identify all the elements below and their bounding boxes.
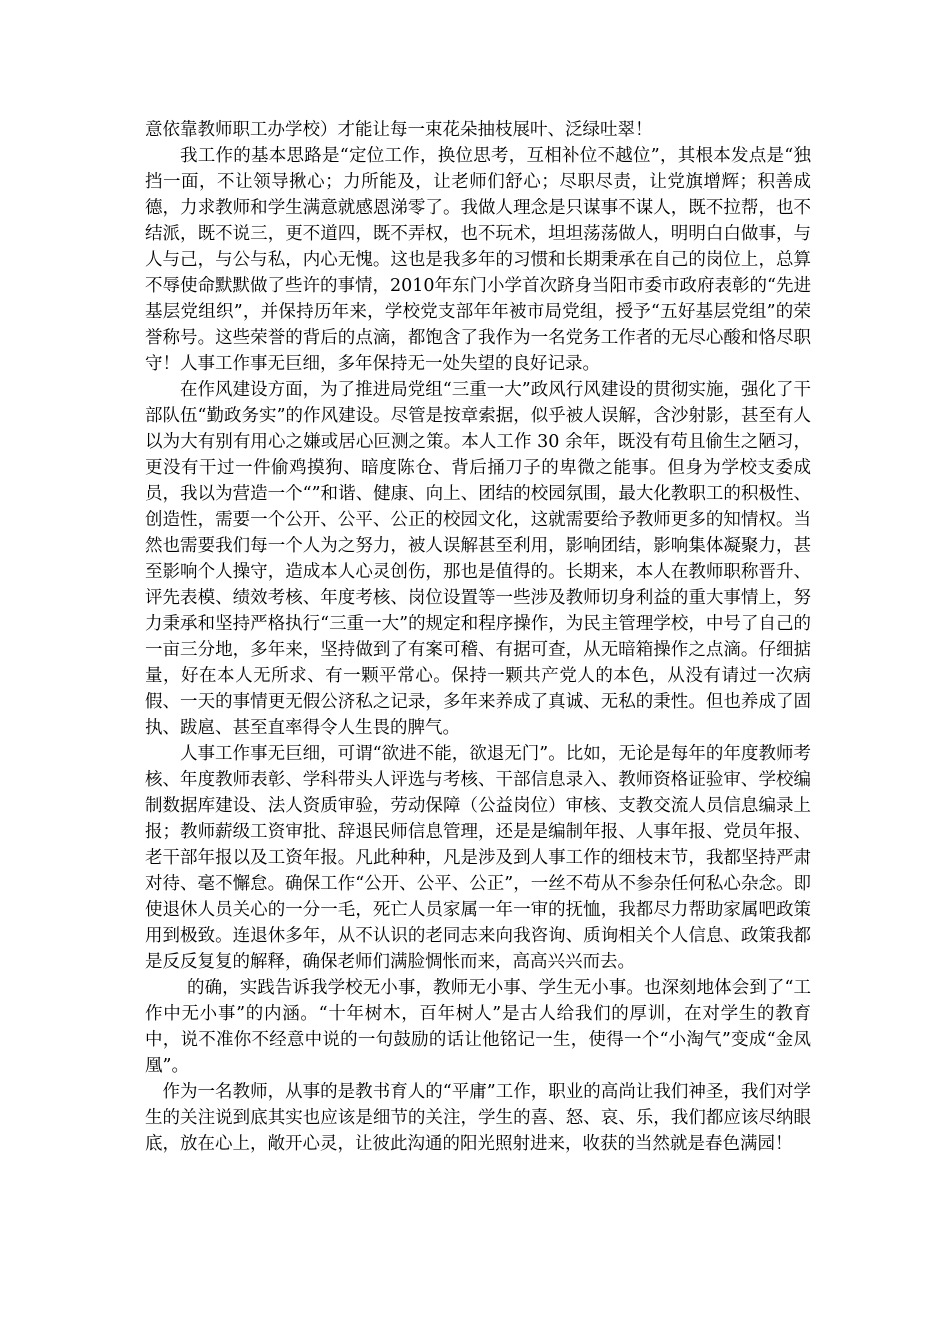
paragraph-no-small-matters: 的确，实践告诉我学校无小事，教师无小事、学生无小事。也深刻地体会到了“工作中无小事”的内涵。“十年树木，百年树人”是古人给我们的厚训，在对学生的教育中，说不准你不经意中说的一句鼓励的话让他铭记一生，使得一个“小淘气”变成“金凤凰”。: [145, 978, 811, 1076]
paragraph-as-a-teacher: 作为一名教师，从事的是教书育人的“平庸”工作，职业的高尚让我们神圣，我们对学生的关注说到底其实也应该是细节的关注，学生的喜、怒、哀、乐，我们都应该尽纳眼底，放在心上，敞开心灵，让彼此沟通的阳光照射进来，收获的当然就是春色满园！: [145, 1082, 811, 1154]
body-text: [145, 117, 811, 1157]
paragraph-work-style: 在作风建设方面，为了推进局党组“三重一大”政风行风建设的贯彻实施，强化了干部队伍“勤政务实”的作风建设。尽管是按章索据，似乎被人误解，含沙射影，甚至有人以为大有别有用心之嫌或居心叵测之策。本人工作 30 余年，既没有苟且偷生之陋习，更没有干过一件偷鸡摸狗、暗度陈仓、背后捅刀子的卑微之能事。但身为学校支委成员，我以为营造一个“”和谐、健康、向上、团结的校园氛围，最大化教职工的积极性、创造性，需要一个公开、公平、公正的校园文化，这就需要给予教师更多的知情权。当然也需要我们每一个人为之努力，被人误解甚至利用，影响团结，影响集体凝聚力，甚至影响个人操守，造成本人心灵创伤，那也是值得的。长期来，本人在教师职称晋升、评先表模、绩效考核、年度考核、岗位设置等一些涉及教师切身利益的重大事情上，努力秉承和坚持严格执行“三重一大”的规定和程序操作，为民主管理学校，中号了自己的一亩三分地，多年来，坚持做到了有案可稽、有据可查，从无暗箱操作之点滴。仔细掂量，好在本人无所求、有一颗平常心。保持一颗共产党人的本色，从没有请过一次病假、一天的事情更无假公济私之记录，多年来养成了真诚、无私的秉性。但也养成了固执、跋扈、甚至直率得令人生畏的脾气。: [145, 380, 811, 738]
paragraph-personnel-work: 人事工作事无巨细，可谓“欲进不能，欲退无门”。比如，无论是每年的年度教师考核、年度教师表彰、学科带头人评选与考核、干部信息录入、教师资格证验审、学校编制数据库建设、法人资质审验，劳动保障（公益岗位）审核、支教交流人员信息编录上报；教师薪级工资审批、辞退民师信息管理，还是是编制年报、人事年报、党员年报、老干部年报以及工资年报。凡此种种，凡是涉及到人事工作的细枝末节，我都坚持严肃对待、毫不懈怠。确保工作“公开、公平、公正”，一丝不苟从不参杂任何私心杂念。即使退休人员关心的一分一毛，死亡人员家属一年一审的抚恤，我都尽力帮助家属吧政策用到极致。连退休多年，从不认识的老同志来向我咨询、质询相关个人信息、政策我都是反反复复的解释，确保老师们满脸惆怅而来，高高兴兴而去。: [145, 744, 811, 972]
paragraph-continuation: 意依靠教师职工办学校）才能让每一束花朵抽枝展叶、泛绿吐翠！: [145, 120, 653, 140]
paragraph-work-approach: 我工作的基本思路是“定位工作，换位思考，互相补位不越位”，其根本发点是“独挡一面，不让领导揪心；力所能及，让老师们舒心；尽职尽责，让党旗增辉；积善成德，力求教师和学生满意就感恩涕零了。我做人理念是只谋事不谋人，既不拉帮，也不结派，既不说三，更不道四，既不弄权，也不玩术，坦坦荡荡做人，明明白白做事，与人与己，与公与私，内心无愧。这也是我多年的习惯和长期秉承在自己的岗位上，总算不辱使命默默做了些许的事情，2010年东门小学首次跻身当阳市委市政府表彰的“先进基层党组织”，并保持历年来，学校党支部年年被市局党组，授予“五好基层党组”的荣誉称号。这些荣誉的背后的点滴，都饱含了我作为一名党务工作者的无尽心酸和恪尽职守！人事工作事无巨细，多年保持无一处失望的良好记录。: [145, 146, 811, 374]
